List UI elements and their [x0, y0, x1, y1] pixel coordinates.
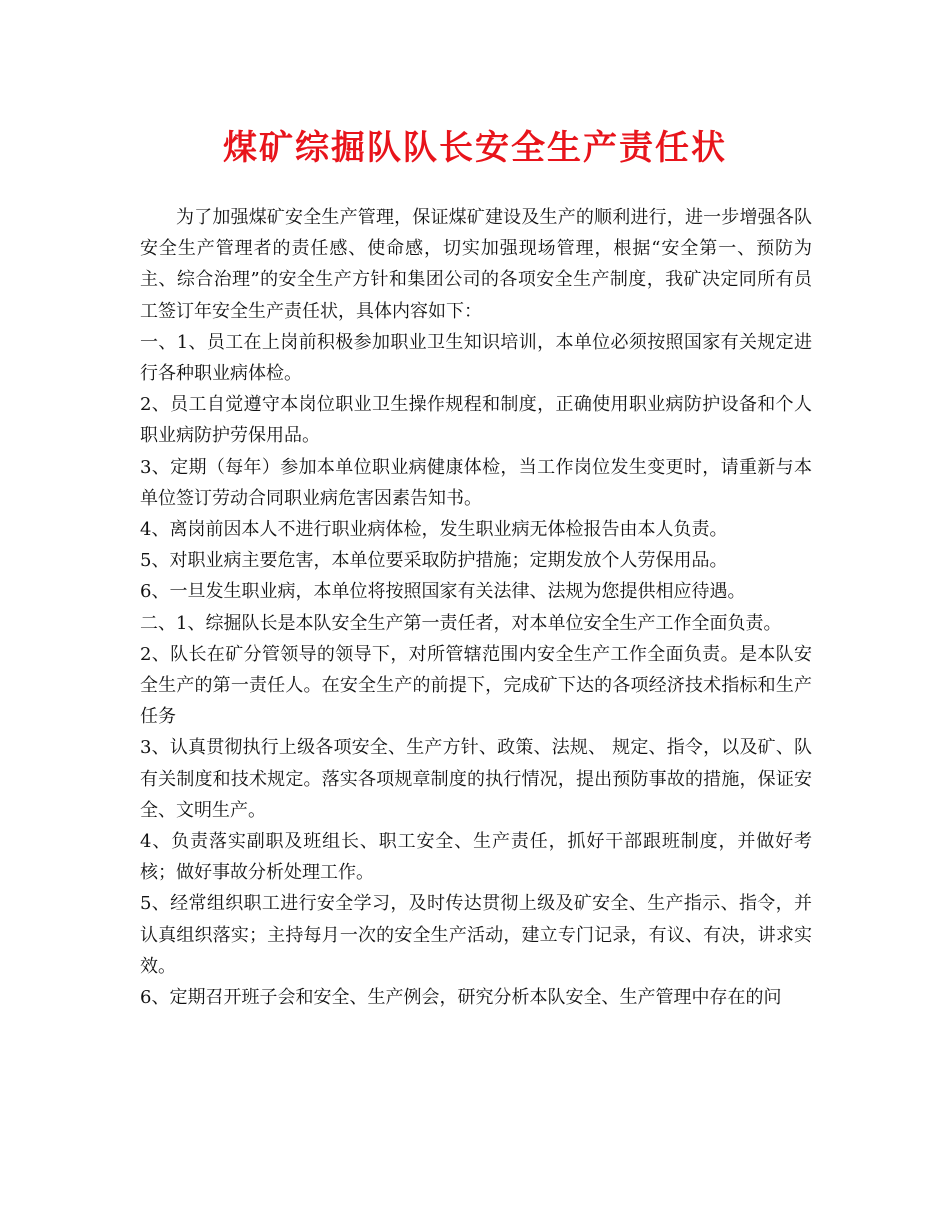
clause-1-4: 4、离岗前因本人不进行职业病体检，发生职业病无体检报告由本人负责。 — [140, 519, 728, 541]
clause-2-1: 二、1、综掘队长是本队安全生产第一责任者，对本单位安全生产工作全面负责。 — [140, 612, 782, 634]
clause-1-1: 一、1、员工在上岗前积极参加职业卫生知识培训，本单位必须按照国家有关规定进行各种职业病体检。 — [140, 331, 812, 385]
document-body — [140, 202, 812, 1013]
clause-2-3: 3、认真贯彻执行上级各项安全、生产方针、政策、法规、 规定、指令，以及矿、队有关制度和技术规定。落实各项规章制度的执行情况，提出预防事故的措施，保证安全、文明生产。 — [140, 737, 812, 821]
clause-1-3: 3、定期（每年）参加本单位职业病健康体检，当工作岗位发生变更时，请重新与本单位签订劳动合同职业病危害因素告知书。 — [140, 456, 812, 509]
intro-paragraph: 为了加强煤矿安全生产管理，保证煤矿建设及生产的顺利进行，进一步增强各队安全生产管理者的责任感、使命感，切实加强现场管理，根据“安全第一、预防为主、综合治理”的安全生产方针和集团公司的各项安全生产制度，我矿决定同所有员工签订年安全生产责任状，具体内容如下： — [140, 207, 812, 322]
clause-2-2: 2、队长在矿分管领导的领导下，对所管辖范围内安全生产工作全面负责。是本队安全生产的第一责任人。在安全生产的前提下，完成矿下达的各项经济技术指标和生产任务 — [140, 643, 812, 728]
clause-1-2: 2、员工自觉遵守本岗位职业卫生操作规程和制度，正确使用职业病防护设备和个人职业病防护劳保用品。 — [140, 394, 812, 447]
clause-1-5: 5、对职业病主要危害，本单位要采取防护措施；定期发放个人劳保用品。 — [140, 550, 728, 572]
clause-2-5: 5、经常组织职工进行安全学习，及时传达贯彻上级及矿安全、生产指示、指令，并认真组织落实；主持每月一次的安全生产活动，建立专门记录，有议、有决，讲求实效。 — [140, 893, 812, 977]
document-title: 煤矿综掘队队长安全生产责任状 — [223, 128, 727, 168]
clause-1-6: 6、一旦发生职业病，本单位将按照国家有关法律、法规为您提供相应待遇。 — [140, 581, 746, 603]
clause-2-4: 4、负责落实副职及班组长、职工安全、生产责任，抓好干部跟班制度，并做好考核；做好事故分析处理工作。 — [140, 831, 812, 884]
clause-2-6: 6、定期召开班子会和安全、生产例会，研究分析本队安全、生产管理中存在的问 — [140, 987, 782, 1009]
